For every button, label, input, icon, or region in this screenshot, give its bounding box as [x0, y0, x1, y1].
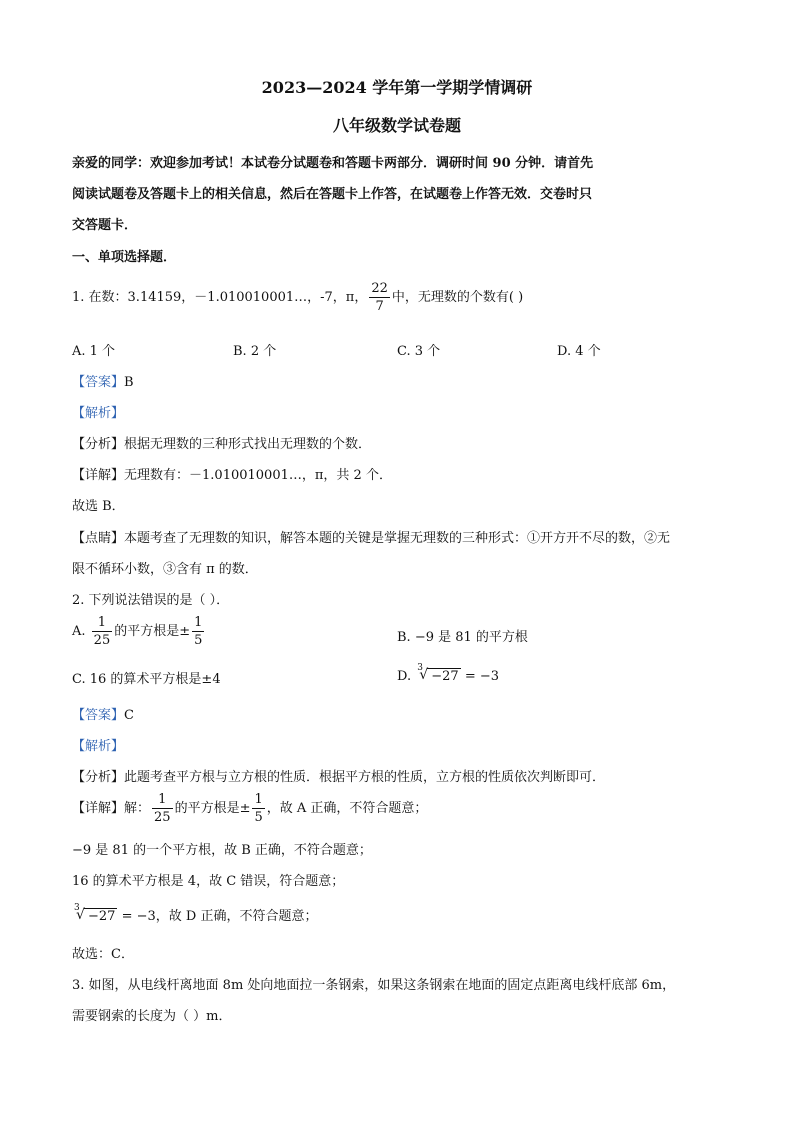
q1-dianjing-2: 限不循环小数，③含有 π 的数．: [72, 562, 258, 577]
answer-value: B: [124, 375, 134, 390]
question-3-stem-2: 需要钢索的长度为（ ）m．: [72, 1009, 232, 1024]
frac-den: 5: [194, 633, 203, 648]
fenxi-text: 根据无理数的三种形式找出无理数的个数．: [124, 437, 372, 452]
q2-option-d: [397, 663, 500, 684]
xiangjie-tag: 【详解】: [72, 801, 125, 816]
xj-post: ，故 A 正确，不符合题意；: [266, 801, 428, 816]
q1-option-c: C. 3 个: [397, 344, 441, 359]
q1-fenxi: [72, 433, 371, 452]
intro-line-3: 交答题卡．: [72, 218, 138, 233]
frac-den: 25: [154, 810, 171, 825]
q2-option-b: B. −9 是 81 的平方根: [397, 630, 528, 645]
q1-fraction: [369, 281, 390, 314]
root-index: 3: [74, 903, 80, 913]
intro-line-2: 阅读试题卷及答题卡上的相关信息，然后在答题卡上作答，在试题卷上作答无效．交卷时只: [72, 187, 593, 202]
xj-fraction: [152, 792, 173, 825]
frac-num: 1: [97, 615, 107, 630]
q2-a-label: A.: [72, 624, 86, 639]
q2-answer: [72, 704, 134, 723]
q1-option-b: B. 2 个: [233, 344, 277, 359]
q1-frac-den: 7: [369, 297, 390, 314]
q1-prefix: 1. 在数：3.14159，－1.010010001…，-7，π，: [72, 290, 368, 305]
q2-xiangjie-3: 16 的算术平方根是 4，故 C 错误，符合题意；: [72, 874, 345, 889]
intro-line-1: 亲爱的同学：欢迎参加考试！本试卷分试题卷和答题卡两部分．调研时间 90 分钟．请首先: [72, 156, 594, 171]
frac-num: 1: [194, 615, 203, 630]
radicand: √ −27: [427, 668, 460, 684]
radicand: √ −27: [84, 908, 117, 924]
q2-a-text: 的平方根是±: [114, 624, 191, 639]
answer-tag: 【答案】: [72, 708, 125, 723]
q2-analysis-tag: 【解析】: [72, 739, 125, 754]
frac-num: 1: [254, 792, 263, 807]
cube-root: [74, 903, 117, 924]
xiangjie-tag: 【详解】: [72, 468, 125, 483]
xj-pre: 解：: [124, 801, 151, 816]
question-2-stem: 2. 下列说法错误的是（ ）．: [72, 593, 230, 608]
fenxi-tag: 【分析】: [72, 770, 125, 785]
q2-a-fraction: [92, 615, 113, 648]
q2-xiangjie-2: −9 是 81 的一个平方根，故 B 正确，不符合题意；: [72, 843, 372, 858]
q1-answer: [72, 371, 134, 390]
xj-line4-rest: = −3，故 D 正确，不符合题意；: [121, 909, 318, 924]
q2-fenxi: [72, 766, 605, 785]
q2-xiangjie-1: [72, 792, 427, 825]
q2-a-fraction-2: [192, 615, 204, 648]
q1-frac-num: 22: [371, 281, 388, 296]
question-1-stem: [72, 281, 523, 314]
question-3-stem-1: 3. 如图，从电线杆离地面 8m 处向地面拉一条钢索，如果这条钢索在地面的固定点距离电线杆底部 6m，: [72, 978, 676, 993]
q2-option-a: [72, 615, 206, 648]
dianjing-text-1: 本题考查了无理数的知识，解答本题的关键是掌握无理数的三种形式：①开方开不尽的数，②无: [124, 531, 671, 546]
xj-mid: 的平方根是±: [174, 801, 251, 816]
q1-dianjing-1: [72, 527, 670, 546]
q2-guxuan: 故选：C．: [72, 947, 134, 962]
section-heading: 一、单项选择题．: [72, 250, 177, 265]
q2-option-c: C. 16 的算术平方根是±4: [72, 672, 221, 687]
q2-d-rest: = −3: [464, 669, 500, 684]
fenxi-tag: 【分析】: [72, 437, 125, 452]
q1-analysis-tag: 【解析】: [72, 406, 125, 421]
fenxi-text: 此题考查平方根与立方根的性质．根据平方根的性质，立方根的性质依次判断即可．: [124, 770, 606, 785]
frac-den: 5: [254, 810, 263, 825]
answer-tag: 【答案】: [72, 375, 125, 390]
root-index: 3: [417, 663, 423, 673]
xiangjie-text: 无理数有：－1.010010001…，π，共 2 个．: [124, 468, 392, 483]
q1-guxuan: 故选 B．: [72, 499, 125, 514]
cube-root: [417, 663, 460, 684]
q1-option-d: D. 4 个: [557, 344, 601, 359]
q1-option-a: A. 1 个: [72, 344, 116, 359]
q2-d-label: D.: [397, 669, 412, 684]
exam-title: 2023—2024 学年第一学期学情调研: [261, 78, 533, 97]
exam-subtitle: 八年级数学试卷题: [332, 116, 461, 135]
dianjing-tag: 【点睛】: [72, 531, 125, 546]
xj-fraction-2: [252, 792, 264, 825]
q2-xiangjie-4: [72, 905, 317, 924]
q1-suffix: 中，无理数的个数有( ): [391, 290, 524, 305]
answer-value: C: [124, 708, 134, 723]
frac-den: 25: [93, 633, 111, 648]
q1-xiangjie: [72, 464, 392, 483]
frac-num: 1: [158, 792, 167, 807]
